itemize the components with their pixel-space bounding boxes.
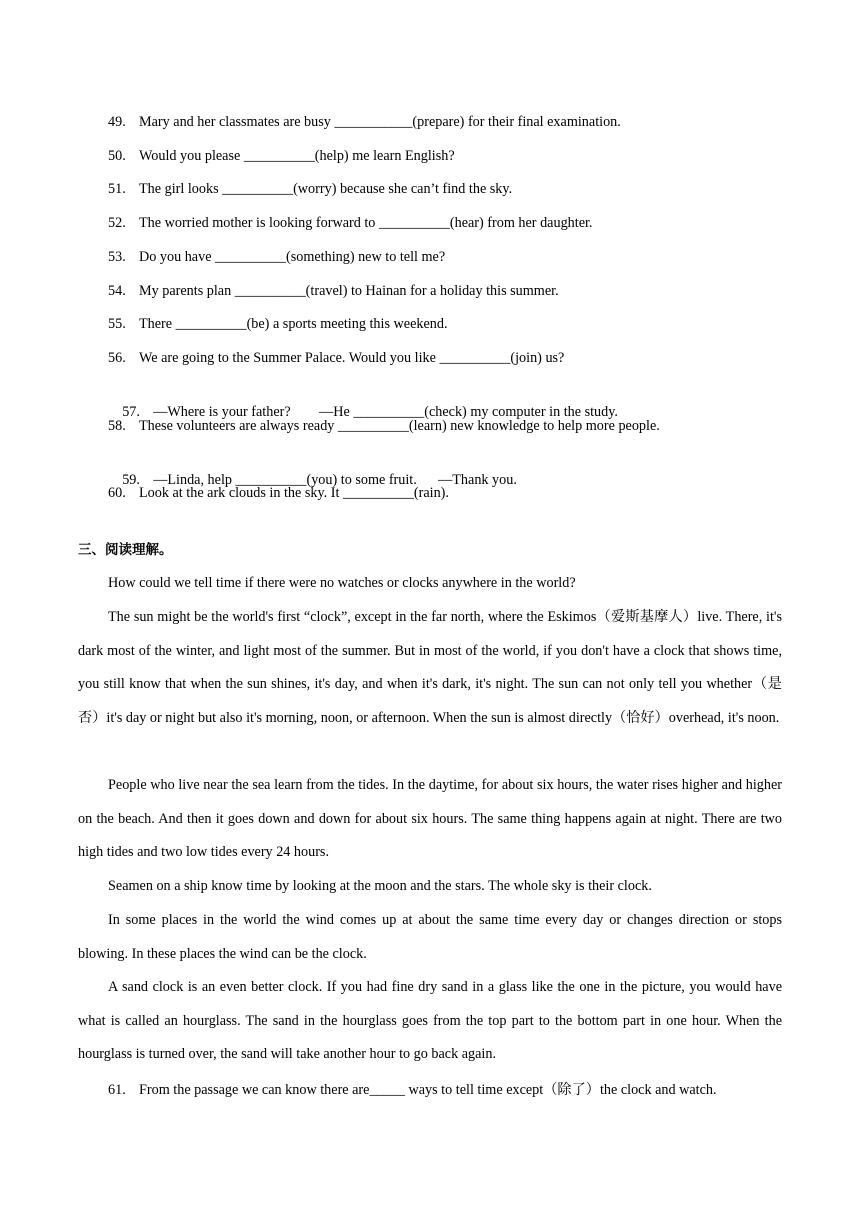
question-number: 56.	[108, 350, 126, 366]
question-text: —Where is your father? —He __________(check) my computer in the study.	[153, 404, 618, 420]
question-55	[108, 314, 448, 334]
passage-paragraph-3: People who live near the sea learn from the tides. In the daytime, for about six hours, the water rises higher and higher on the beach. And then it goes down and down for about six hours. The same thing happens again at night. There are two high tides and two low tides every 24 hours.	[78, 777, 782, 861]
question-number: 54.	[108, 283, 126, 299]
question-text: Do you have __________(something) new to tell me?	[139, 249, 446, 265]
question-54	[108, 281, 559, 301]
passage-paragraph-4: Seamen on a ship know time by looking at the moon and the stars. The whole sky is their clock.	[108, 878, 652, 894]
question-56	[108, 348, 564, 368]
question-61	[108, 1080, 717, 1100]
question-text: There __________(be) a sports meeting this weekend.	[139, 316, 448, 332]
question-52	[108, 213, 592, 233]
question-number: 49.	[108, 114, 126, 130]
question-number: 59.	[122, 472, 140, 488]
question-text: Mary and her classmates are busy ___________(prepare) for their final examination.	[139, 114, 621, 130]
question-number: 61.	[108, 1082, 126, 1098]
question-text: The girl looks __________(worry) because she can’t find the sky.	[139, 181, 513, 197]
passage-paragraph-1: How could we tell time if there were no watches or clocks anywhere in the world?	[108, 575, 576, 591]
question-59	[108, 450, 517, 488]
question-text: We are going to the Summer Palace. Would you like __________(join) us?	[139, 350, 565, 366]
question-text: From the passage we can know there are_____ ways to tell time except（除了）the clock and watch.	[139, 1082, 717, 1098]
question-text: These volunteers are always ready __________(learn) new knowledge to help more people.	[139, 418, 660, 434]
passage-paragraph-2: The sun might be the world's first “clock”, except in the far north, where the Eskimos（爱斯基摩人）live. There, it's dark most of the winter, and light most of the summer. But in most of the world, if you don't have a clock that shows time, you still know that when the sun shines, it's day, and when it's dark, it's night. The sun can not only tell you whether（是否）it's day or night but also it's morning, noon, or afternoon. When the sun is almost directly（恰好）overhead, it's noon.	[78, 609, 782, 727]
question-number: 60.	[108, 485, 126, 501]
question-text: My parents plan __________(travel) to Hainan for a holiday this summer.	[139, 283, 559, 299]
question-number: 55.	[108, 316, 126, 332]
question-50	[108, 146, 455, 166]
question-60	[108, 483, 449, 503]
question-number: 58.	[108, 418, 126, 434]
question-number: 50.	[108, 148, 126, 164]
question-text: Look at the ark clouds in the sky. It __________(rain).	[139, 485, 449, 501]
question-text: The worried mother is looking forward to __________(hear) from her daughter.	[139, 215, 593, 231]
question-49	[108, 112, 621, 132]
passage-paragraph-5: In some places in the world the wind comes up at about the same time every day or changes direction or stops blowing. In these places the wind can be the clock.	[78, 912, 782, 962]
question-number: 51.	[108, 181, 126, 197]
question-text: —Linda, help __________(you) to some fruit. —Thank you.	[153, 472, 517, 488]
question-number: 53.	[108, 249, 126, 265]
question-53	[108, 247, 445, 267]
question-text: Would you please __________(help) me learn English?	[139, 148, 455, 164]
section-heading: 三、阅读理解。	[78, 542, 173, 558]
question-58	[108, 416, 660, 436]
question-51	[108, 179, 512, 199]
question-number: 57.	[122, 404, 140, 420]
passage-paragraph-6: A sand clock is an even better clock. If you had fine dry sand in a glass like the one in the picture, you would have what is called an hourglass. The sand in the hourglass goes from the top part to the bottom part in one hour. When the hourglass is turned over, the sand will take another hour to go back again.	[78, 979, 782, 1063]
question-number: 52.	[108, 215, 126, 231]
question-57	[108, 382, 618, 420]
